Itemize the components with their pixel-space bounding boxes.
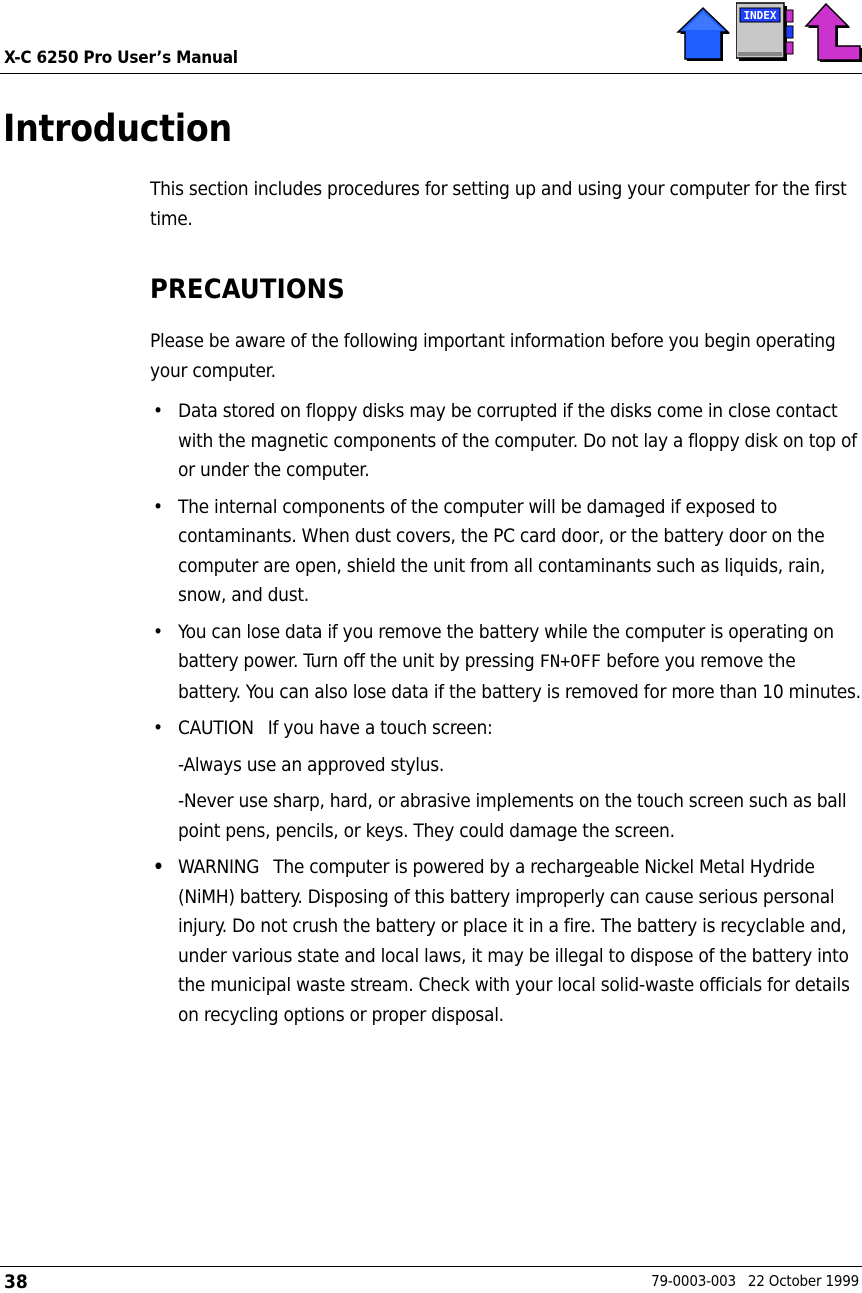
bullet: • [153, 495, 163, 518]
home-icon [676, 2, 730, 62]
back-button[interactable] [804, 2, 862, 62]
list-item-text: Data stored on floppy disks may be corrupted if the disks come in close contact with the magnetic components of the computer. Do not lay a floppy disk on top of or under the computer. [178, 400, 857, 481]
home-button[interactable] [676, 2, 730, 62]
header-divider [0, 73, 862, 74]
list-item [150, 493, 862, 611]
sub-item: -Always use an approved stylus. [178, 753, 445, 776]
up-arrow-icon [804, 2, 862, 62]
precautions-list [150, 397, 862, 1037]
page-number: 38 [4, 1271, 28, 1293]
footer-info [651, 1272, 859, 1290]
bullet: • [153, 856, 164, 878]
page-title: Introduction [3, 107, 232, 150]
bullet: • [153, 717, 163, 739]
precautions-heading: PRECAUTIONS [150, 274, 345, 305]
bullet: • [153, 400, 163, 422]
sub-item: -Never use sharp, hard, or abrasive implements on the touch screen such as ball point pens, pencils, or keys. They could damage the screen. [178, 790, 847, 842]
index-icon [736, 2, 796, 64]
caution-label: CAUTION [178, 717, 254, 739]
list-item-warning [150, 853, 862, 1030]
list-item-text: before you remove the battery. You can also lose data if the battery is removed for more than 10 minutes. [178, 650, 861, 703]
svg-text:INDEX: INDEX [743, 9, 777, 22]
bullet: • [153, 620, 163, 643]
navigation-icons [676, 2, 862, 64]
list-item-text: If you have a touch screen: [267, 717, 493, 739]
doc-date: 22 October 1999 [747, 1272, 859, 1290]
manual-title: X-C 6250 Pro User’s Manual [4, 48, 238, 68]
list-item-text: The internal components of the computer will be damaged if exposed to contaminants. When dust covers, the PC card door, or the battery door on the computer are open, shield the unit from all contaminants such as liquids, rain, snow, and dust. [178, 495, 826, 606]
warning-label: WARNING [178, 856, 260, 878]
list-item [150, 397, 862, 486]
key-combination: FN+OFF [539, 652, 602, 672]
doc-number: 79-0003-003 [651, 1272, 736, 1290]
list-item [150, 618, 862, 708]
index-button[interactable] [736, 2, 796, 64]
precautions-intro: Please be aware of the following important information before you begin operating your computer. [150, 330, 836, 382]
list-item-caution [150, 714, 862, 846]
list-item-text: The computer is powered by a rechargeable Nickel Metal Hydride (NiMH) battery. Disposing of this battery improperly can cause serious personal injury. Do not crush the battery or place it in a fire. The battery is recyclable and, under various state and local laws, it may be illegal to dispose of the battery into the municipal waste stream. Check with your local solid-waste officials for details on recycling options or proper disposal. [178, 856, 850, 1026]
intro-paragraph: This section includes procedures for setting up and using your computer for the first time. [150, 178, 847, 230]
list-item-text: You can lose data if you remove the battery while the computer is operating on battery power. Turn off the unit by pressing [178, 620, 834, 672]
footer-divider [0, 1266, 862, 1267]
